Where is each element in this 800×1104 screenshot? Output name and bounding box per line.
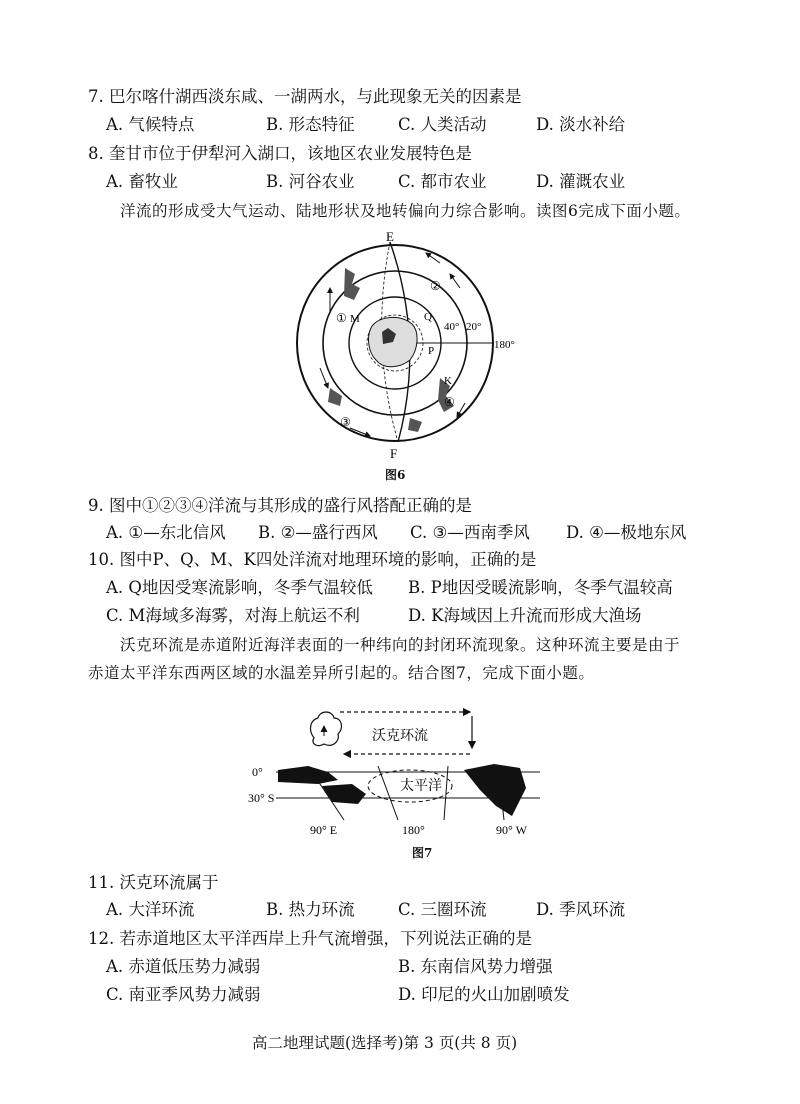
figure6-ocean-current-map [290,228,530,463]
current-label-2: ② [430,279,441,293]
lat-0-label: 0° [252,765,263,779]
label-180: 180° [494,339,515,351]
label-m: M [350,313,360,325]
q7-option-c: C. 人类活动 [398,115,487,134]
lat-30s-label: 30° S [248,791,275,805]
current-label-3: ③ [340,415,351,429]
figure7-walker-circulation [248,700,548,840]
q8-option-b: B. 河谷农业 [266,172,355,191]
label-lat20: 20° [466,321,482,333]
intro-paragraph-fig7-line1: 沃克环流是赤道附近海洋表面的一种纬向的封闭环流现象。这种环流主要是由于 [120,636,681,654]
q11-option-d: D. 季风环流 [536,900,626,919]
current-label-4: ④ [444,395,455,409]
intro-paragraph-fig7-line2: 赤道太平洋东西两区域的水温差异所引起的。结合图7，完成下面小题。 [88,664,595,682]
lon-180-label: 180° [402,823,425,837]
q7-option-a: A. 气候特点 [106,115,195,134]
q11-option-a: A. 大洋环流 [106,900,195,919]
figure6-caption: 图6 [385,468,406,482]
q8-option-d: D. 灌溉农业 [536,172,626,191]
lon-90w-label: 90° W [496,823,527,837]
q10-stem: 10. 图中P、Q、M、K四处洋流对地理环境的影响，正确的是 [88,550,537,569]
q12-option-a: A. 赤道低压势力减弱 [106,957,261,976]
label-k: K [444,375,452,387]
q9-option-b: B. ②—盛行西风 [258,523,378,542]
q11-stem: 11. 沃克环流属于 [88,873,219,892]
label-p: P [428,345,435,357]
q11-option-c: C. 三圈环流 [398,900,487,919]
page-footer: 高二地理试题(选择考)第 3 页(共 8 页) [252,1034,518,1052]
q12-stem: 12. 若赤道地区太平洋西岸上升气流增强，下列说法正确的是 [88,929,532,948]
q8-option-c: C. 都市农业 [398,172,487,191]
q9-option-c: C. ③—西南季风 [410,523,530,542]
q12-option-d: D. 印尼的火山加剧喷发 [398,985,570,1004]
label-f: F [390,446,398,461]
q8-option-a: A. 畜牧业 [106,172,178,191]
label-q: Q [424,311,432,323]
label-lat40: 40° [444,321,460,333]
q10-option-a: A. Q地因受寒流影响，冬季气温较低 [106,578,373,597]
label-e: E [386,229,394,244]
q9-option-a: A. ①—东北信风 [106,523,226,542]
pacific-label: 太平洋 [400,779,442,794]
intro-paragraph-fig6: 洋流的形成受大气运动、陆地形状及地转偏向力综合影响。读图6完成下面小题。 [120,202,691,220]
q10-option-d: D. K海域因上升流而形成大渔场 [408,606,642,625]
q9-option-d: D. ④—极地东风 [566,523,687,542]
q7-option-d: D. 淡水补给 [536,115,626,134]
q10-option-b: B. P地因受暖流影响，冬季气温较高 [408,578,673,597]
q7-option-b: B. 形态特征 [266,115,355,134]
q12-option-c: C. 南亚季风势力减弱 [106,985,261,1004]
figure7-caption: 图7 [412,846,433,860]
q11-option-b: B. 热力环流 [266,900,355,919]
current-label-1: ① [336,311,347,325]
q8-stem: 8. 奎甘市位于伊犁河入湖口，该地区农业发展特色是 [88,144,472,163]
q10-option-c: C. M海域多海雾，对海上航运不利 [106,606,360,625]
walker-label: 沃克环流 [372,729,428,744]
q7-stem: 7. 巴尔喀什湖西淡东咸、一湖两水，与此现象无关的因素是 [88,87,522,106]
q9-stem: 9. 图中①②③④洋流与其形成的盛行风搭配正确的是 [88,496,472,515]
lon-90e-label: 90° E [310,823,338,837]
q12-option-b: B. 东南信风势力增强 [398,957,553,976]
